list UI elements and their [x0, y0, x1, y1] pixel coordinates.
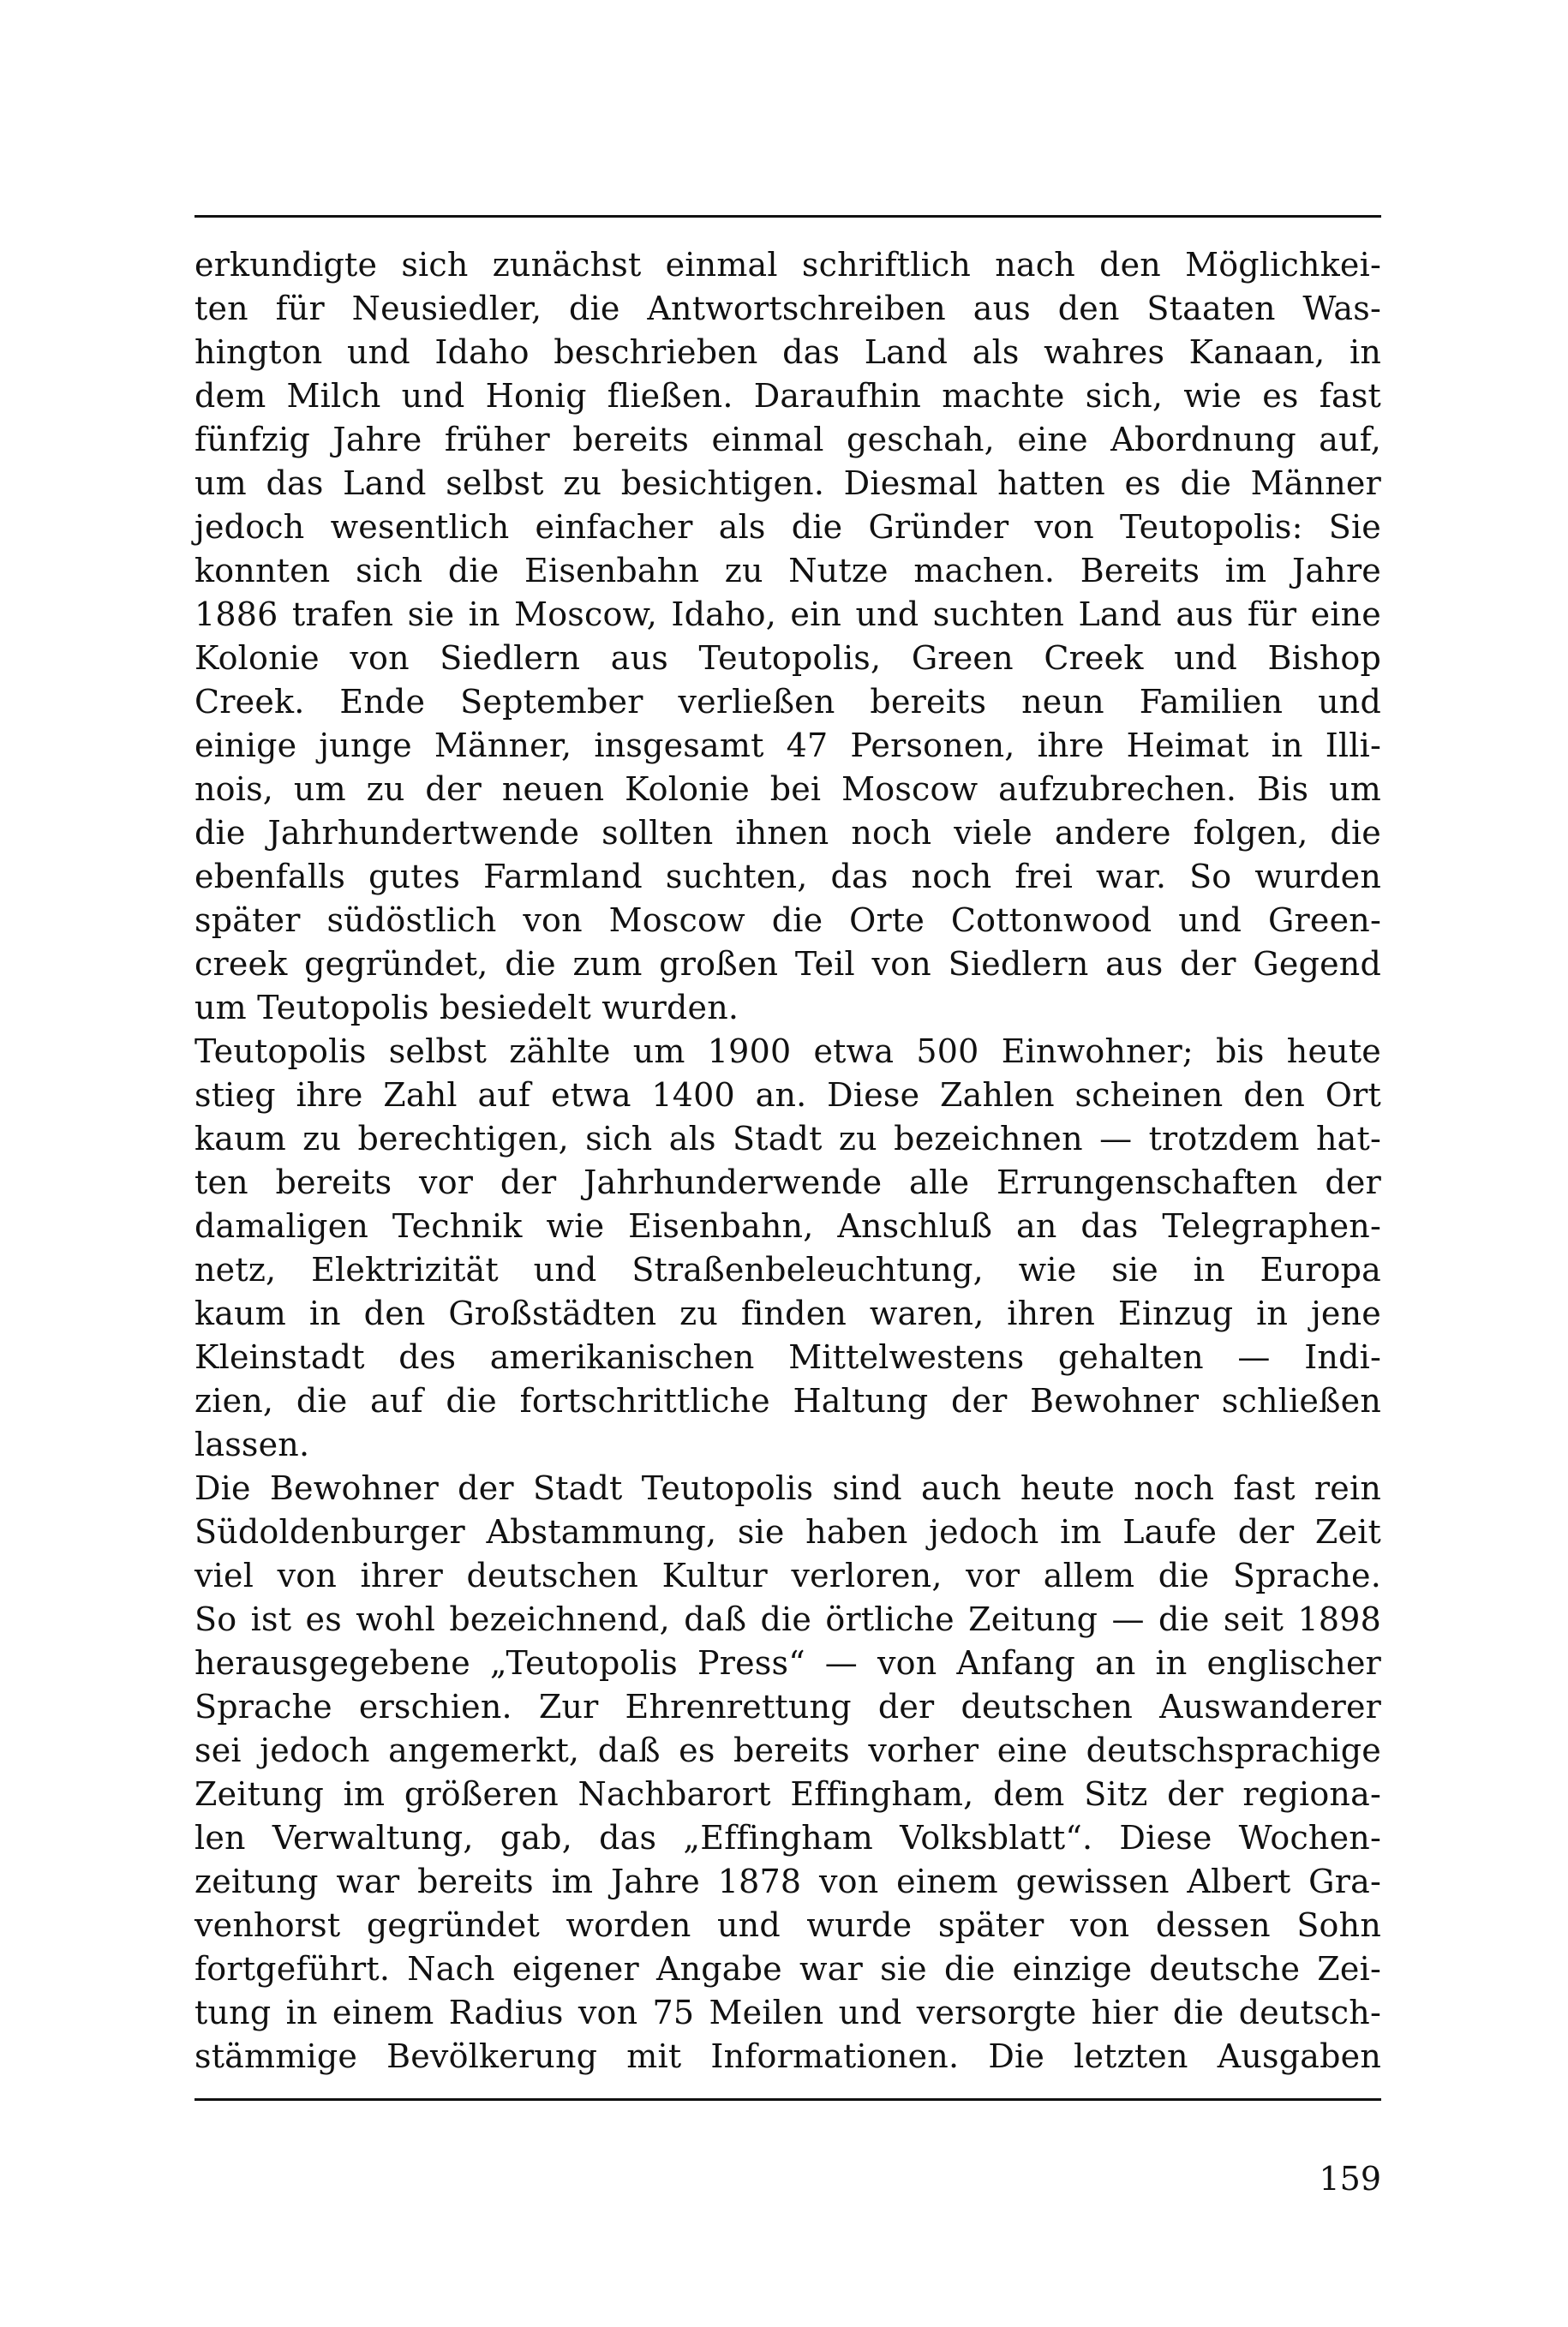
- text-line: netz, Elektrizität und Straßenbeleuchtung, wie sie in Europa: [195, 1251, 1381, 1289]
- text-line: So ist es wohl bezeichnend, daß die örtliche Zeitung — die seit 1898: [195, 1600, 1381, 1638]
- text-line: einige junge Männer, insgesamt 47 Personen, ihre Heimat in Illi-: [195, 727, 1381, 764]
- text-line: ten für Neusiedler, die Antwortschreiben aus den Staaten Was-: [195, 290, 1381, 327]
- text-line: Südoldenburger Abstammung, sie haben jedoch im Laufe der Zeit: [195, 1513, 1381, 1551]
- text-line: herausgegebene „Teutopolis Press“ — von Anfang an in englischer: [195, 1644, 1381, 1682]
- text-line: creek gegründet, die zum großen Teil von Siedlern aus der Gegend: [195, 945, 1381, 983]
- text-line: nois, um zu der neuen Kolonie bei Moscow aufzubrechen. Bis um: [195, 770, 1381, 808]
- text-line: fünfzig Jahre früher bereits einmal geschah, eine Abordnung auf,: [195, 421, 1381, 458]
- text-line: Creek. Ende September verließen bereits neun Familien und: [195, 683, 1381, 721]
- text-line: stämmige Bevölkerung mit Informationen. Die letzten Ausgaben: [195, 2037, 1381, 2075]
- text-line: zeitung war bereits im Jahre 1878 von einem gewissen Albert Gra-: [195, 1863, 1381, 1900]
- text-line: Die Bewohner der Stadt Teutopolis sind auch heute noch fast rein: [195, 1469, 1381, 1507]
- text-line: später südöstlich von Moscow die Orte Cottonwood und Green-: [195, 901, 1381, 939]
- text-line: ebenfalls gutes Farmland suchten, das noch frei war. So wurden: [195, 858, 1381, 895]
- text-line: ten bereits vor der Jahrhunderwende alle Errungenschaften der: [195, 1164, 1381, 1201]
- text-line: stieg ihre Zahl auf etwa 1400 an. Diese Zahlen scheinen den Ort: [195, 1076, 1381, 1114]
- text-line: damaligen Technik wie Eisenbahn, Anschluß an das Telegraphen-: [195, 1207, 1381, 1245]
- text-line: um das Land selbst zu besichtigen. Diesmal hatten es die Männer: [195, 464, 1381, 502]
- text-line: fortgeführt. Nach eigener Angabe war sie die einzige deutsche Zei-: [195, 1950, 1381, 1988]
- page-number: 159: [1319, 2160, 1381, 2198]
- text-line: konnten sich die Eisenbahn zu Nutze machen. Bereits im Jahre: [195, 552, 1381, 589]
- text-line: die Jahrhundertwende sollten ihnen noch viele andere folgen, die: [195, 814, 1381, 852]
- text-line: Sprache erschien. Zur Ehrenrettung der deutschen Auswanderer: [195, 1688, 1381, 1726]
- text-line: venhorst gegründet worden und wurde später von dessen Sohn: [195, 1906, 1381, 1944]
- text-line: viel von ihrer deutschen Kultur verloren, vor allem die Sprache.: [195, 1557, 1381, 1594]
- text-line: kaum in den Großstädten zu finden waren, ihren Einzug in jene: [195, 1295, 1381, 1332]
- text-line: um Teutopolis besiedelt wurden.: [195, 989, 739, 1026]
- text-line: len Verwaltung, gab, das „Effingham Volksblatt“. Diese Wochen-: [195, 1819, 1381, 1857]
- text-line: dem Milch und Honig fließen. Daraufhin machte sich, wie es fast: [195, 377, 1381, 415]
- text-line: zien, die auf die fortschrittliche Haltung der Bewohner schließen: [195, 1382, 1381, 1420]
- header-rule: [195, 215, 1381, 218]
- text-line: lassen.: [195, 1426, 310, 1463]
- text-line: Kolonie von Siedlern aus Teutopolis, Green Creek und Bishop: [195, 639, 1381, 677]
- text-line: tung in einem Radius von 75 Meilen und versorgte hier die deutsch-: [195, 1994, 1381, 2031]
- text-line: Kleinstadt des amerikanischen Mittelwestens gehalten — Indi-: [195, 1338, 1381, 1376]
- footer-rule: [195, 2098, 1381, 2101]
- text-line: sei jedoch angemerkt, daß es bereits vorher eine deutschsprachige: [195, 1732, 1381, 1769]
- text-line: hington und Idaho beschrieben das Land als wahres Kanaan, in: [195, 333, 1381, 371]
- text-line: Teutopolis selbst zählte um 1900 etwa 500 Einwohner; bis heute: [195, 1032, 1381, 1070]
- text-line: jedoch wesentlich einfacher als die Gründer von Teutopolis: Sie: [195, 508, 1381, 546]
- text-line: Zeitung im größeren Nachbarort Effingham, dem Sitz der regiona-: [195, 1775, 1381, 1813]
- text-line: kaum zu berechtigen, sich als Stadt zu bezeichnen — trotzdem hat-: [195, 1120, 1381, 1158]
- text-line: 1886 trafen sie in Moscow, Idaho, ein und suchten Land aus für eine: [195, 595, 1381, 633]
- body-text: [195, 243, 1381, 2079]
- text-line: erkundigte sich zunächst einmal schriftlich nach den Möglichkei-: [195, 246, 1381, 284]
